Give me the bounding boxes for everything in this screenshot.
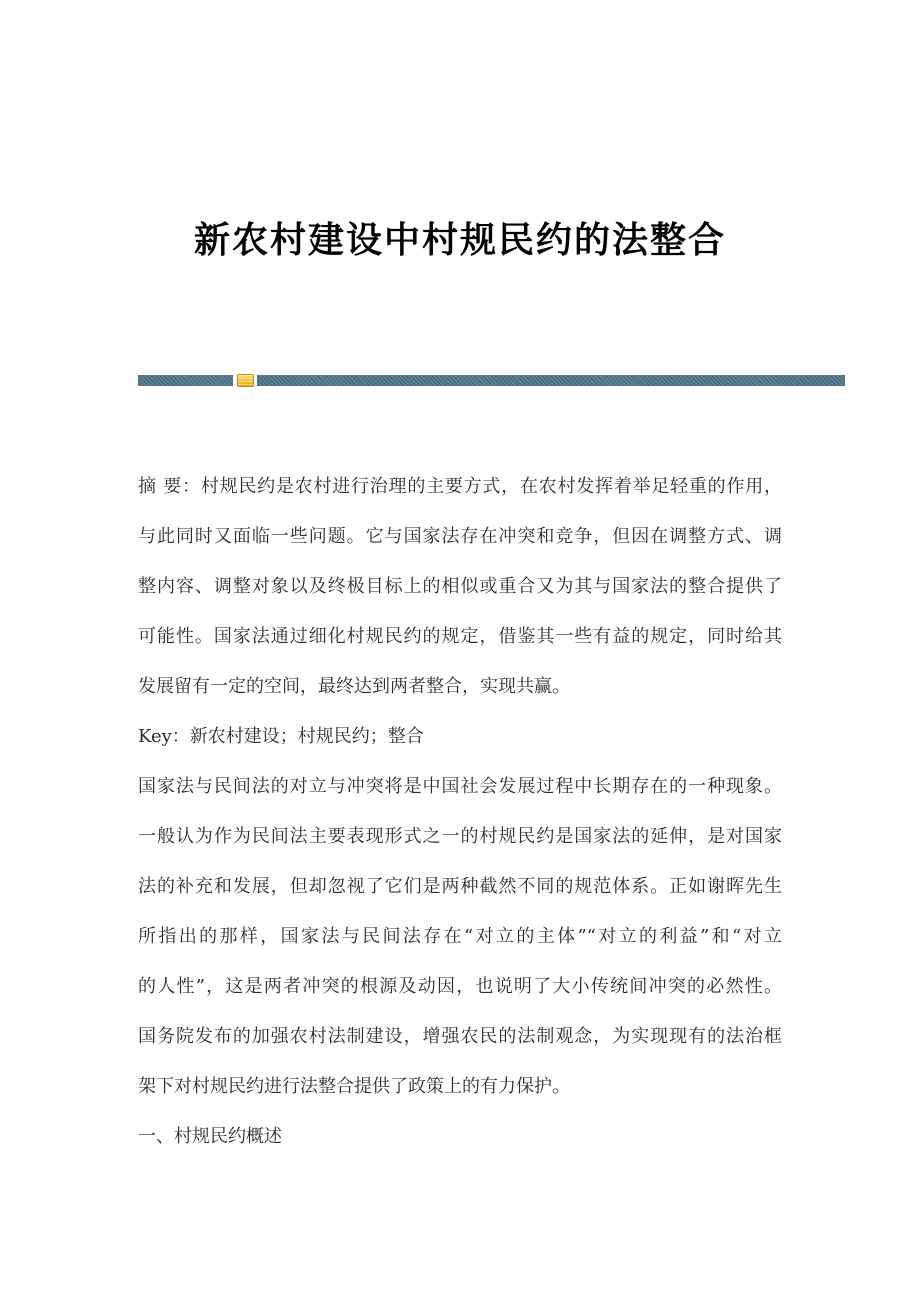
gold-ornament-icon bbox=[237, 374, 254, 387]
section-heading-line: 一、村规民约概述 bbox=[138, 1126, 282, 1147]
divider-icon-gap bbox=[233, 374, 257, 386]
paragraph-line: 国家法与民间法的对立与冲突将是中国社会发展过程中长期存在的一种现象。 bbox=[138, 776, 782, 797]
divider-bar-left bbox=[138, 375, 233, 386]
paragraph-line: 国务院发布的加强农村法制建设，增强农民的法制观念，为实现现有的法治框 bbox=[138, 1026, 782, 1047]
title-divider bbox=[138, 374, 845, 386]
paragraph-line: 法的补充和发展，但却忽视了它们是两种截然不同的规范体系。正如谢晖先生 bbox=[138, 876, 782, 897]
paragraph-line: 一般认为作为民间法主要表现形式之一的村规民约是国家法的延伸，是对国家 bbox=[138, 826, 782, 847]
divider-bar-right bbox=[257, 375, 845, 386]
keywords-line: Key：新农村建设；村规民约；整合 bbox=[138, 726, 424, 747]
document-body bbox=[138, 462, 782, 1162]
paragraph-line: 所指出的那样，国家法与民间法存在“对立的主体”“对立的利益”和“对立 bbox=[138, 926, 782, 947]
abstract-line: 整内容、调整对象以及终极目标上的相似或重合又为其与国家法的整合提供了 bbox=[138, 576, 782, 597]
paragraph-line: 架下对村规民约进行法整合提供了政策上的有力保护。 bbox=[138, 1076, 570, 1097]
abstract-line: 摘 要：村规民约是农村进行治理的主要方式，在农村发挥着举足轻重的作用， bbox=[138, 476, 782, 497]
page-title: 新农村建设中村规民约的法整合 bbox=[193, 219, 726, 261]
abstract-line: 发展留有一定的空间，最终达到两者整合，实现共赢。 bbox=[138, 676, 570, 697]
paragraph-line: 的人性”，这是两者冲突的根源及动因，也说明了大小传统间冲突的必然性。 bbox=[138, 976, 782, 997]
abstract-line: 与此同时又面临一些问题。它与国家法存在冲突和竞争，但因在调整方式、调 bbox=[138, 526, 782, 547]
abstract-line: 可能性。国家法通过细化村规民约的规定，借鉴其一些有益的规定，同时给其 bbox=[138, 626, 782, 647]
